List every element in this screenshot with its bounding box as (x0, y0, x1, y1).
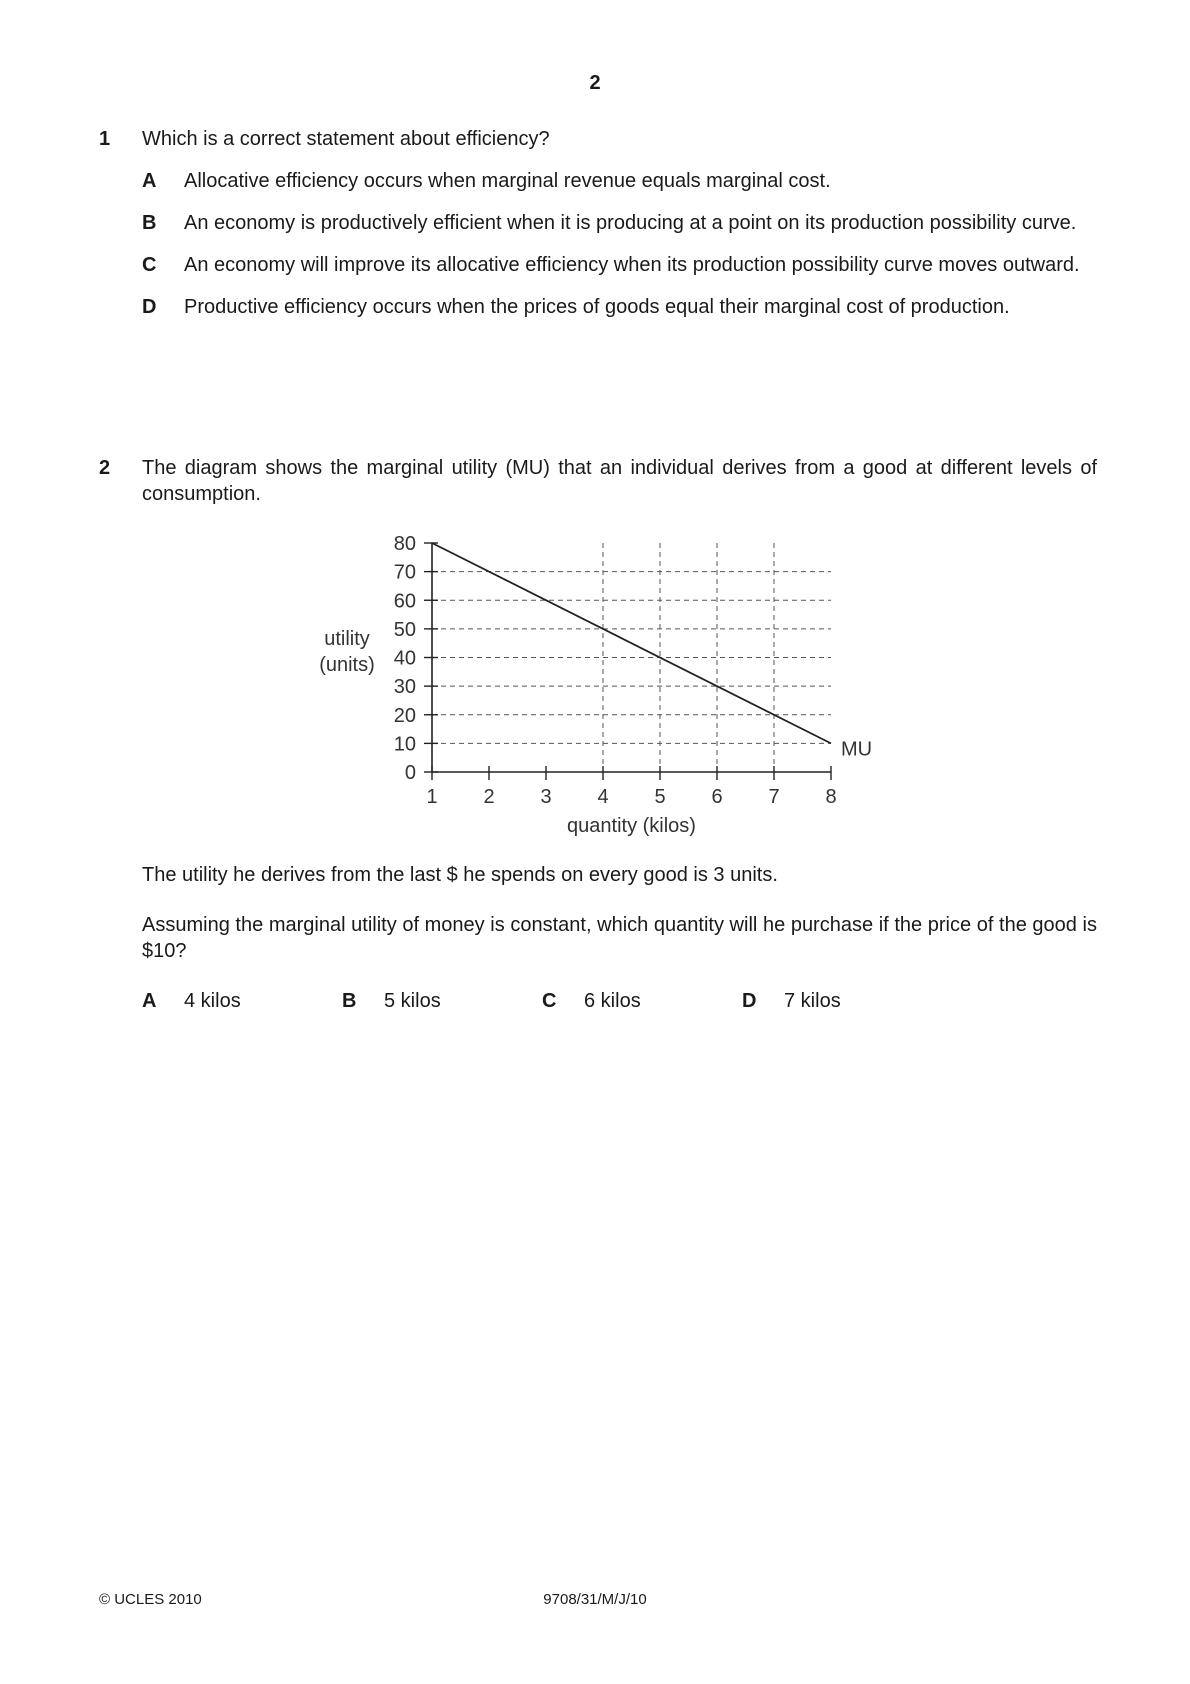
answer-b (342, 988, 441, 1014)
x-tick-label: 2 (483, 786, 495, 808)
answer-c (542, 988, 641, 1014)
option-d (142, 294, 1097, 320)
option-text: An economy is productively efficient when it is producing at a point on its production possibility curve. (184, 212, 1077, 234)
question-2 (99, 455, 1097, 507)
option-b (142, 210, 1097, 236)
mu-line (432, 543, 831, 743)
y-tick-label: 40 (393, 647, 416, 670)
question-stem: Which is a correct statement about efficiency? (142, 128, 550, 150)
mu-chart-svg (300, 525, 900, 855)
x-axis-label: quantity (kilos) (567, 815, 696, 837)
question-1 (99, 126, 1097, 320)
answer-text: 5 kilos (384, 990, 441, 1012)
x-tick-label: 6 (711, 786, 723, 808)
answer-letter: A (142, 990, 157, 1012)
option-c (142, 252, 1097, 278)
option-letter: C (142, 254, 157, 276)
y-tick-label: 70 (393, 561, 416, 584)
y-tick-label: 20 (393, 704, 416, 727)
answer-letter: B (342, 990, 357, 1012)
option-letter: D (142, 296, 157, 318)
mu-chart (300, 525, 900, 855)
option-letter: A (142, 170, 157, 192)
answer-letter: C (542, 990, 557, 1012)
option-letter: B (142, 212, 157, 234)
series-label-mu: MU (841, 738, 873, 761)
answer-a (142, 988, 241, 1014)
y-axis-label: utility (324, 628, 370, 650)
answer-text: 4 kilos (184, 990, 241, 1012)
y-axis-label: (units) (319, 654, 375, 676)
answer-d (742, 988, 841, 1014)
question-number: 2 (99, 457, 111, 479)
option-text: Productive efficiency occurs when the prices of goods equal their marginal cost of production. (184, 296, 1010, 318)
answer-text: 6 kilos (584, 990, 641, 1012)
option-text: An economy will improve its allocative efficiency when its production possibility curve moves outward. (184, 254, 1080, 276)
y-tick-label: 10 (393, 733, 416, 756)
y-tick-label: 60 (393, 590, 416, 613)
question-number: 1 (99, 128, 111, 150)
option-a (142, 168, 1097, 194)
x-tick-label: 8 (825, 786, 837, 808)
option-text: Allocative efficiency occurs when marginal revenue equals marginal cost. (184, 170, 831, 192)
x-tick-label: 4 (597, 786, 609, 808)
info-paragraph: The utility he derives from the last $ he spends on every good is 3 units. (142, 864, 778, 886)
y-tick-label: 80 (393, 533, 416, 555)
y-tick-label: 0 (404, 762, 416, 784)
answer-letter: D (742, 990, 757, 1012)
footer-code: 9708/31/M/J/10 (543, 1591, 647, 1608)
answer-text: 7 kilos (784, 990, 841, 1012)
x-tick-label: 3 (540, 786, 552, 808)
y-tick-label: 30 (393, 676, 416, 699)
footer-copyright: © UCLES 2010 (99, 1591, 202, 1608)
question-stem: The diagram shows the marginal utility (MU) that an individual derives from a good at different levels of consumption. (142, 457, 1097, 505)
x-tick-label: 1 (426, 786, 438, 808)
x-tick-label: 7 (768, 786, 780, 808)
x-tick-label: 5 (654, 786, 666, 808)
y-tick-label: 50 (393, 618, 416, 641)
page-number: 2 (589, 72, 601, 94)
question-paragraph: Assuming the marginal utility of money is constant, which quantity will he purchase if the price of the good is $10? (142, 914, 1097, 962)
